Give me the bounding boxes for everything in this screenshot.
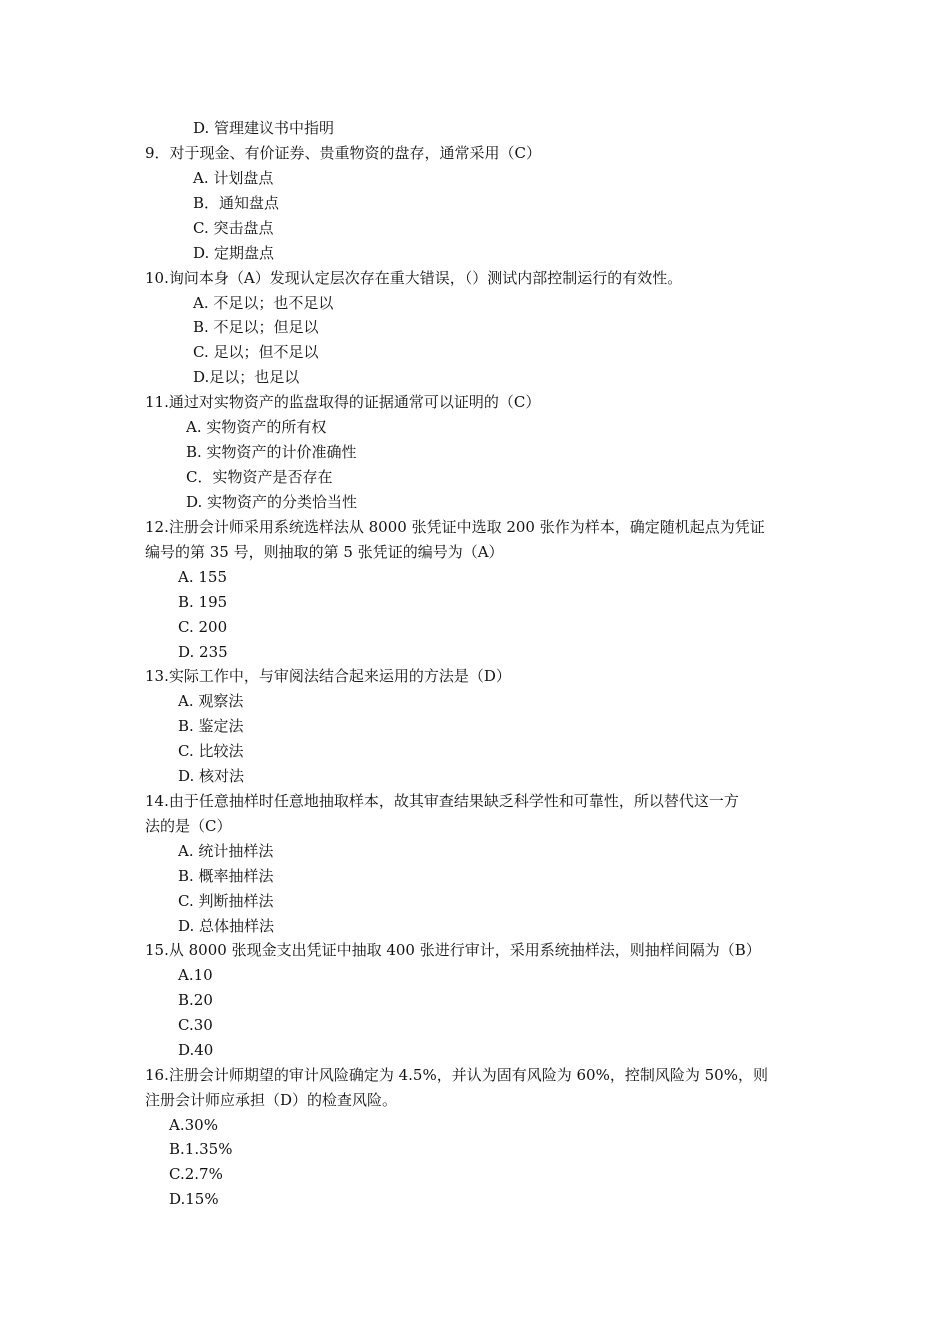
option-line: A. 155 bbox=[178, 568, 227, 586]
option-line: B. 实物资产的计价准确性 bbox=[186, 443, 357, 461]
question-continuation: 法的是（C） bbox=[145, 817, 232, 835]
question-line: 12.注册会计师采用系统选样法从 8000 张凭证中选取 200 张作为样本，确定随机起点为凭证 bbox=[145, 518, 765, 536]
option-line: A. 统计抽样法 bbox=[178, 842, 274, 860]
option-line: D. 总体抽样法 bbox=[178, 917, 275, 935]
option-line: C.2.7% bbox=[169, 1165, 223, 1183]
option-line: A.30% bbox=[169, 1116, 218, 1134]
option-line: B. 概率抽样法 bbox=[178, 867, 274, 885]
question-line: 16.注册会计师期望的审计风险确定为 4.5%，并认为固有风险为 60%，控制风险为 50%，则 bbox=[145, 1066, 768, 1084]
option-line: D.15% bbox=[169, 1190, 219, 1208]
question-line: 9．对于现金、有价证券、贵重物资的盘存，通常采用（C） bbox=[145, 144, 542, 162]
option-line: A. 计划盘点 bbox=[193, 169, 274, 187]
question-line: 14.由于任意抽样时任意地抽取样本，故其审查结果缺乏科学性和可靠性，所以替代这一方 bbox=[145, 792, 739, 810]
option-line: C. 足以；但不足以 bbox=[193, 343, 319, 361]
question-continuation: 注册会计师应承担（D）的检查风险。 bbox=[145, 1091, 398, 1109]
question-line: 15.从 8000 张现金支出凭证中抽取 400 张进行审计，采用系统抽样法，则抽样间隔为（B） bbox=[145, 941, 761, 959]
option-line: D.40 bbox=[178, 1041, 214, 1059]
option-line: B. 195 bbox=[178, 593, 228, 611]
question-line: 11.通过对实物资产的监盘取得的证据通常可以证明的（C） bbox=[145, 393, 541, 411]
option-line: D. 管理建议书中指明 bbox=[193, 119, 335, 137]
option-line: C. 突击盘点 bbox=[193, 219, 274, 237]
option-line: C. 判断抽样法 bbox=[178, 892, 274, 910]
option-line: A.10 bbox=[178, 966, 213, 984]
option-line: B.1.35% bbox=[169, 1140, 233, 1158]
option-line: D. 定期盘点 bbox=[193, 244, 275, 262]
option-line: D. 实物资产的分类恰当性 bbox=[186, 493, 358, 511]
option-line: C. 比较法 bbox=[178, 742, 244, 760]
option-line: B. 不足以；但足以 bbox=[193, 318, 319, 336]
option-line: C．实物资产是否存在 bbox=[186, 468, 333, 486]
option-line: C. 200 bbox=[178, 618, 228, 636]
option-line: A. 实物资产的所有权 bbox=[186, 418, 327, 436]
option-line: A. 不足以；也不足以 bbox=[193, 294, 334, 312]
option-line: B. 鉴定法 bbox=[178, 717, 244, 735]
question-line: 10.询问本身（A）发现认定层次存在重大错误，（）测试内部控制运行的有效性。 bbox=[145, 269, 683, 287]
question-line: 13.实际工作中，与审阅法结合起来运用的方法是（D） bbox=[145, 667, 511, 685]
option-line: A. 观察法 bbox=[178, 692, 244, 710]
option-line: D.足以；也足以 bbox=[193, 368, 300, 386]
option-line: D. 核对法 bbox=[178, 767, 245, 785]
option-line: C.30 bbox=[178, 1016, 213, 1034]
question-continuation: 编号的第 35 号，则抽取的第 5 张凭证的编号为（A） bbox=[145, 543, 504, 561]
option-line: B．通知盘点 bbox=[193, 194, 280, 212]
option-line: B.20 bbox=[178, 991, 213, 1009]
option-line: D. 235 bbox=[178, 643, 228, 661]
